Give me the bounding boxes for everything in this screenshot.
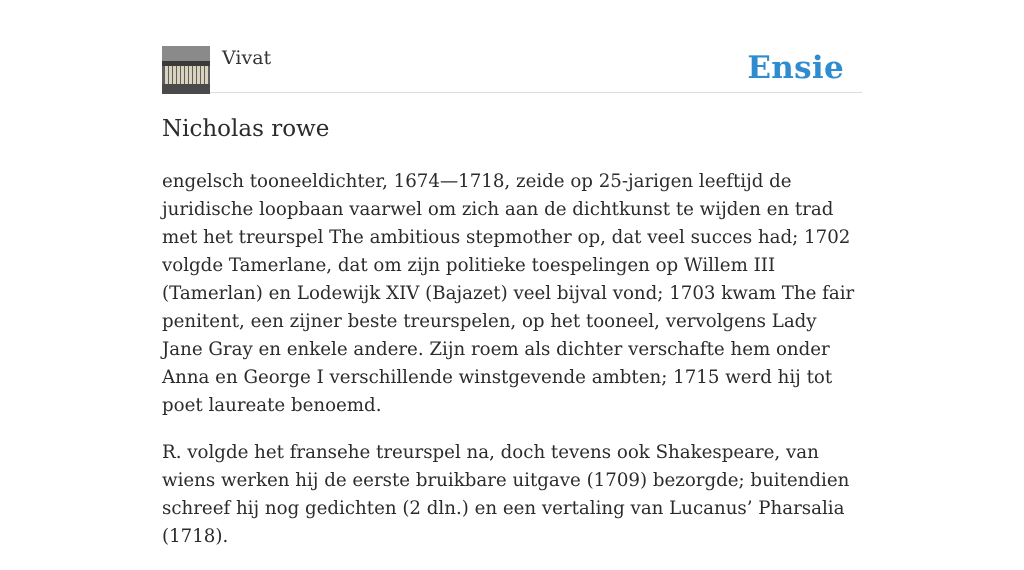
article-paragraph: R. volgde het fransehe treurspel na, doch tevens ook Shakespeare, van wiens werken hij de eerste bruikbare uitgave (1709) bezorgde; buitendien schreef hij nog gedichten (2 dln.) en een vertaling van Lucanus’ Pharsalia (1718).	[162, 442, 850, 547]
brand-logo[interactable]: Ensie	[747, 50, 844, 86]
site-header	[162, 46, 862, 93]
author-name[interactable]: Vivat	[222, 47, 272, 69]
avatar-image	[162, 46, 210, 94]
article-paragraph: engelsch tooneeldichter, 1674—1718, zeide op 25-jarigen leeftijd de juridische loopbaan vaarwel om zich aan de dichtkunst te wijden en trad met het treurspel The ambitious stepmother op, dat veel succes had; 1702 volgde Tamerlane, dat om zijn politieke toespelingen op Willem III (Tamerlan) en Lodewijk XIV (Bajazet) veel bijval vond; 1703 kwam The fair penitent, een zijner beste treurspelen, op het tooneel, vervolgens Lady Jane Gray en enkele andere. Zijn roem als dichter verschafte hem onder Anna en George I verschillende winstgevende ambten; 1715 werd hij tot poet laureate benoemd.	[162, 171, 855, 416]
article-body	[162, 168, 862, 570]
author-avatar[interactable]	[162, 46, 210, 94]
article-title: Nicholas rowe	[162, 116, 330, 142]
